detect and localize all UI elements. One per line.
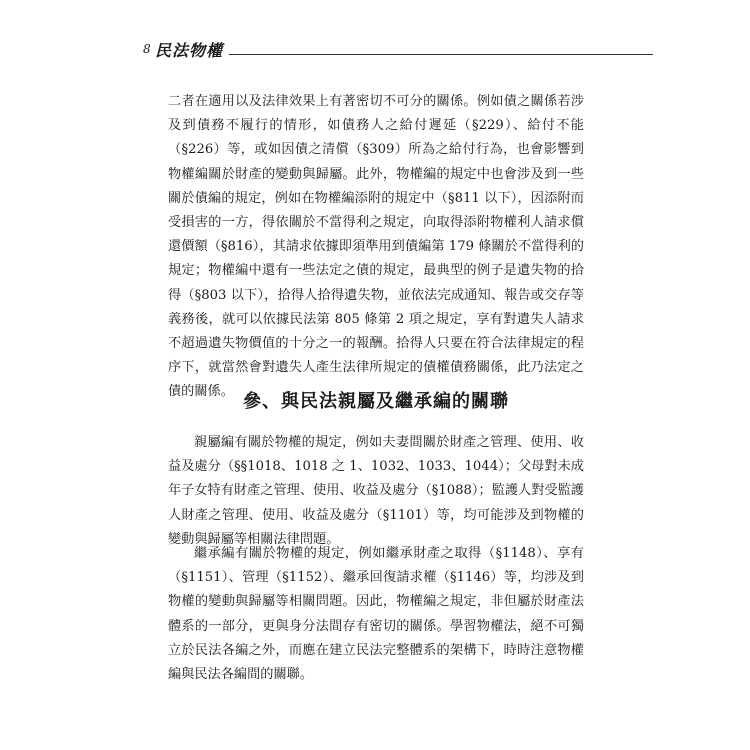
running-title: 民法物權	[155, 41, 224, 60]
page-number: 8	[143, 42, 151, 56]
body-paragraph: 繼承編有關於物權的規定，例如繼承財產之取得（§1148）、享有（§1151）、管理（§1152）、繼承回復請求權（§1146）等，均涉及到物權的變動與歸屬等相關問題。因此，物權編之規定，非但屬於財產法體系的一部分，更與身分法間存有密切的關係。學習物權法，絕不可獨立於民法各編之外，而應在建立民法完整體系的架構下，時時注意物權編與民法各編間的關聯。	[168, 546, 584, 683]
page-header	[143, 38, 653, 60]
section-heading: 參、與民法親屬及繼承編的關聯	[243, 391, 509, 412]
header-rule	[229, 54, 653, 55]
body-paragraph: 親屬編有關於物權的規定，例如夫妻間關於財產之管理、使用、收益及處分（§§1018、1018 之 1、1032、1033、1044）；父母對未成年子女特有財產之管理、使用、收益及處分（§1088）；監護人對受監護人財產之管理、使用、收益及處分（§1101）等，均可能涉及到物權的變動與歸屬等相關法律問題。	[168, 435, 584, 547]
body-paragraph: 二者在適用以及法律效果上有著密切不可分的關係。例如債之關係若涉及到債務不履行的情形，如債務人之給付遲延（§229）、給付不能（§226）等，或如因債之清償（§309）所為之給付行為，也會影響到物權編關於財產的變動與歸屬。此外，物權編的規定中也會涉及到一些關於債編的規定，例如在物權編添附的規定中（§811 以下），因添附而受損害的一方，得依關於不當得利之規定，向取得添附物權利人請求償還價額（§816），其請求依據即須準用到債編第 179 條關於不當得利的規定；物權編中還有一些法定之債的規定，最典型的例子是遺失物的拾得（§803 以下），拾得人拾得遺失物，並依法完成通知、報告或交存等義務後，就可以依據民法第 805 條第 2 項之規定，享有對遺失人請求不超過遺失物價值的十分之一的報酬。拾得人只要在符合法律規定的程序下，就當然會對遺失人產生法律所規定的債權債務關係，此乃法定之債的關係。	[168, 94, 584, 400]
